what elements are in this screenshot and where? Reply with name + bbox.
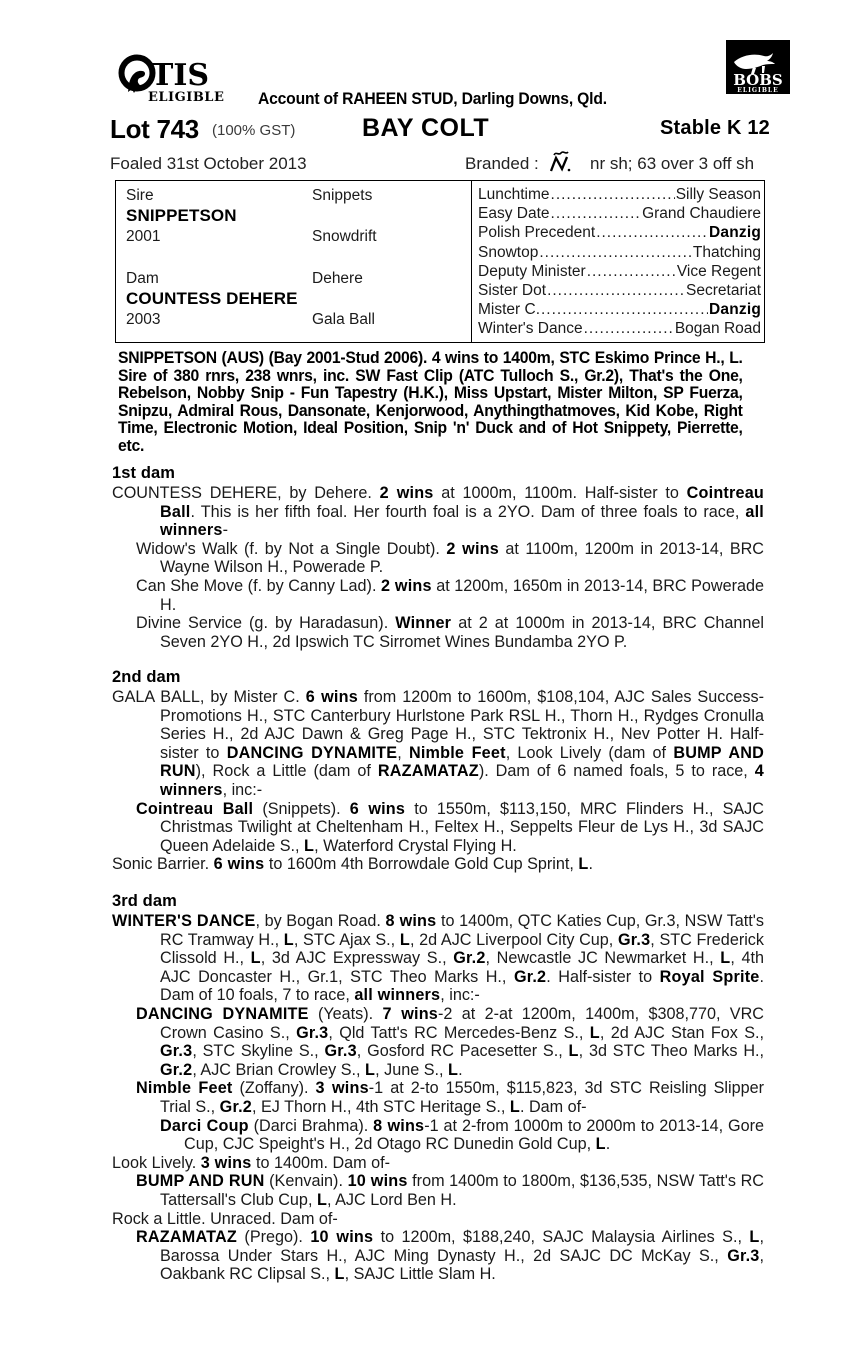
pedigree-entry: Look Lively. 3 wins to 1400m. Dam of- <box>112 1153 391 1172</box>
leader-dots <box>541 300 708 319</box>
branded-label: Branded : <box>465 154 539 173</box>
first-dam-heading: 1st dam <box>112 464 176 482</box>
leader-dots <box>587 262 676 281</box>
pedigree-entry: BUMP AND RUN (Kenvain). 10 wins from 1400m to 1800m, $136,535, NSW Tatt's RC Tattersall's Club Cup, L, AJC Lord Ben H. <box>136 1172 764 1209</box>
pedigree-entry: Rock a Little. Unraced. Dam of- <box>112 1209 338 1228</box>
pedigree-row <box>474 243 764 262</box>
brand-symbol-icon <box>547 147 579 175</box>
pedigree-entry: Cointreau Ball (Snippets). 6 wins to 1550m, $113,150, MRC Flinders H., SAJC Christmas Twilight at Cheltenham H., Feltex H., Seppelts Fleur de Lys H., 3d SAJC Queen Adelaide S., L, Waterford Crystal Flying H. <box>136 799 764 855</box>
first-dam-entries <box>112 484 764 651</box>
foaled-branded-row <box>110 154 770 180</box>
ancestor-sire: Easy Date <box>478 205 550 223</box>
pedigree-entry: WINTER'S DANCE, by Bogan Road. 8 wins to 1400m, QTC Katies Cup, Gr.3, NSW Tatt's RC Tramway H., L, STC Ajax S., L, 2d AJC Liverpool City Cup, Gr.3, STC Frederick Clissold H., L, 3d AJC Expressway S., Gr.2, Newcastle JC Newmarket H., L, 4th AJC Doncaster H., Gr.1, STC Theo Marks H., Gr.2. Half-sister to Royal Sprite. Dam of 10 foals, 7 to race, all winners, inc:- <box>112 912 765 1005</box>
ancestor-dam: Danzig <box>708 224 761 242</box>
page-header <box>110 36 783 176</box>
pedigree-table <box>115 180 765 343</box>
leader-dots <box>551 204 642 223</box>
svg-text:TIS: TIS <box>151 58 210 93</box>
pedigree-divider <box>471 181 472 342</box>
second-dam-section <box>112 668 764 874</box>
sire-year: 2001 <box>126 228 161 245</box>
pedigree-entry: Widow's Walk (f. by Not a Single Doubt). 2 wins at 1100m, 1200m in 2013-14, BRC Wayne Wilson H., Powerade P. <box>136 539 764 577</box>
stable-number: Stable K 12 <box>659 117 770 139</box>
ancestor-dam: Thatching <box>692 243 761 261</box>
account-line: Account of RAHEEN STUD, Darling Downs, Qld. <box>258 90 607 108</box>
gst-note: (100% GST) <box>212 122 296 139</box>
pedigree-entry: Nimble Feet (Zoffany). 3 wins-1 at 2-to 1550m, $115,823, 3d STC Reisling Slipper Trial S., Gr.2, EJ Thorn H., 4th STC Heritage S., L. Dam of- <box>136 1079 764 1116</box>
pedigree-right-column <box>474 185 764 346</box>
pedigree-row <box>474 204 764 223</box>
colour-and-sex: BAY COLT <box>362 114 490 142</box>
bobs-eligible-logo <box>726 40 790 94</box>
ancestor-dam: Vice Regent <box>676 262 761 280</box>
pedigree-row <box>474 281 764 300</box>
sire-dam: Snowdrift <box>312 228 377 245</box>
dam-label: Dam <box>126 270 159 287</box>
second-dam-entries <box>112 688 764 874</box>
pedigree-row <box>474 262 764 281</box>
dam-name: COUNTESS DEHERE <box>126 289 298 308</box>
ancestor-sire: Mister C. <box>478 301 540 319</box>
pedigree-entry: DANCING DYNAMITE (Yeats). 7 wins-2 at 2-at 1200m, 1400m, $308,770, VRC Crown Casino S., Gr.3, Qld Tatt's RC Mercedes-Benz S., L, 2d AJC Stan Fox S., Gr.3, STC Skyline S., Gr.3, Gosford RC Pacesetter S., L, 3d STC Theo Marks H., Gr.2, AJC Brian Crowley S., L, June S., L. <box>136 1004 764 1079</box>
leader-dots <box>551 185 675 204</box>
ancestor-sire: Deputy Minister <box>478 262 586 280</box>
sire-name: SNIPPETSON <box>126 206 237 225</box>
pedigree-entry: Can She Move (f. by Canny Lad). 2 wins at 1200m, 1650m in 2013-14, BRC Powerade H. <box>136 576 764 614</box>
second-dam-heading: 2nd dam <box>112 668 181 686</box>
leader-dots <box>547 281 685 300</box>
third-dam-heading: 3rd dam <box>112 892 177 910</box>
pedigree-row <box>474 185 764 204</box>
pedigree-entry: Divine Service (g. by Haradasun). Winner at 2 at 1000m in 2013-14, BRC Channel Seven 2YO H., 2d Ipswich TC Sirromet Wines Bundamba 2YO P. <box>136 614 764 651</box>
sire-summary-paragraph: SNIPPETSON (AUS) (Bay 2001-Stud 2006). 4 wins to 1400m, STC Eskimo Prince H., L. Sire of 380 rnrs, 238 wnrs, inc. SW Fast Clip (ATC Tulloch S., Gr.2), That's the One, Rebelson, Nobby Snip - Fun Tapestry (H.K.), Miss Upstart, Mister Milton, SP Fuerza, Snipzu, Admiral Rous, Dansonate, Kenjorwood, Anythingthatmoves, Kid Kobe, Right Time, Electronic Motion, Ideal Position, Snip 'n' Duck and of Hot Snippety, Pierrette, etc. <box>118 349 743 455</box>
svg-text:BOBS: BOBS <box>733 71 783 89</box>
sire-label: Sire <box>126 187 154 204</box>
pedigree-row <box>474 300 764 319</box>
brand-description: nr sh; 63 over 3 off sh <box>590 154 755 173</box>
ancestor-dam: Silly Season <box>675 186 761 203</box>
pedigree-row <box>474 319 764 338</box>
ancestor-sire: Polish Precedent <box>478 224 596 242</box>
leader-dots <box>584 319 674 338</box>
dam-dam: Gala Ball <box>312 311 375 328</box>
pedigree-row <box>474 223 764 242</box>
pedigree-left-column <box>116 181 476 342</box>
ancestor-sire: Sister Dot <box>478 281 547 299</box>
third-dam-section <box>112 892 764 1284</box>
pedigree-entry: COUNTESS DEHERE, by Dehere. 2 wins at 1000m, 1100m. Half-sister to Cointreau Ball. This is her fifth foal. Her fourth foal is a 2YO. Dam of three foals to race, all winners- <box>112 484 764 540</box>
svg-text:ELIGIBLE: ELIGIBLE <box>737 87 779 94</box>
dam-year: 2003 <box>126 311 161 328</box>
dam-sire: Dehere <box>312 270 363 287</box>
pedigree-entry: Sonic Barrier. 6 wins to 1600m 4th Borrowdale Gold Cup Sprint, L. <box>112 855 593 874</box>
third-dam-entries <box>112 912 764 1284</box>
pedigree-entry: RAZAMATAZ (Prego). 10 wins to 1200m, $188,240, SAJC Malaysia Airlines S., L, Barossa Under Stars H., AJC Ming Dynasty H., 2d SAJC DC McKay S., Gr.3, Oakbank RC Clipsal S., L, SAJC Little Slam H. <box>136 1228 764 1284</box>
svg-text:ELIGIBLE: ELIGIBLE <box>148 90 225 105</box>
lot-title-row <box>110 114 770 148</box>
leader-dots <box>596 223 708 242</box>
ancestor-dam: Bogan Road <box>674 320 761 338</box>
ancestor-dam: Secretariat <box>686 281 761 299</box>
ancestor-sire: Winter's Dance <box>478 320 583 338</box>
sire-sire: Snippets <box>312 187 373 204</box>
pedigree-entry: Darci Coup (Darci Brahma). 8 wins-1 at 2-from 1000m to 2000m to 2013-14, Gore Cup, CJC Speight's H., 2d Otago RC Dunedin Gold Cup, L. <box>160 1116 764 1154</box>
ancestor-dam: Grand Chaudiere <box>642 205 761 223</box>
ancestor-sire: Lunchtime <box>478 186 550 203</box>
lot-number: Lot 743 <box>110 114 199 144</box>
pedigree-entry: GALA BALL, by Mister C. 6 wins from 1200m to 1600m, $108,104, AJC Sales Success-Promotions H., STC Canterbury Hurlstone Park RSL H., Thorn H., Rydges Cronulla Series H., 2d AJC Dawn & Greg Page H., STC Tektronix H., Nev Potter H. Half-sister to DANCING DYNAMITE, Nimble Feet, Look Lively (dam of BUMP AND RUN), Rock a Little (dam of RAZAMATAZ). Dam of 6 named foals, 5 to race, 4 winners, inc:- <box>112 688 765 799</box>
qtis-eligible-logo <box>115 54 230 106</box>
ancestor-sire: Snowtop <box>478 243 539 261</box>
leader-dots <box>539 243 692 262</box>
ancestor-dam: Danzig <box>708 301 761 319</box>
foaling-date: Foaled 31st October 2013 <box>110 154 307 173</box>
first-dam-section <box>112 464 764 651</box>
